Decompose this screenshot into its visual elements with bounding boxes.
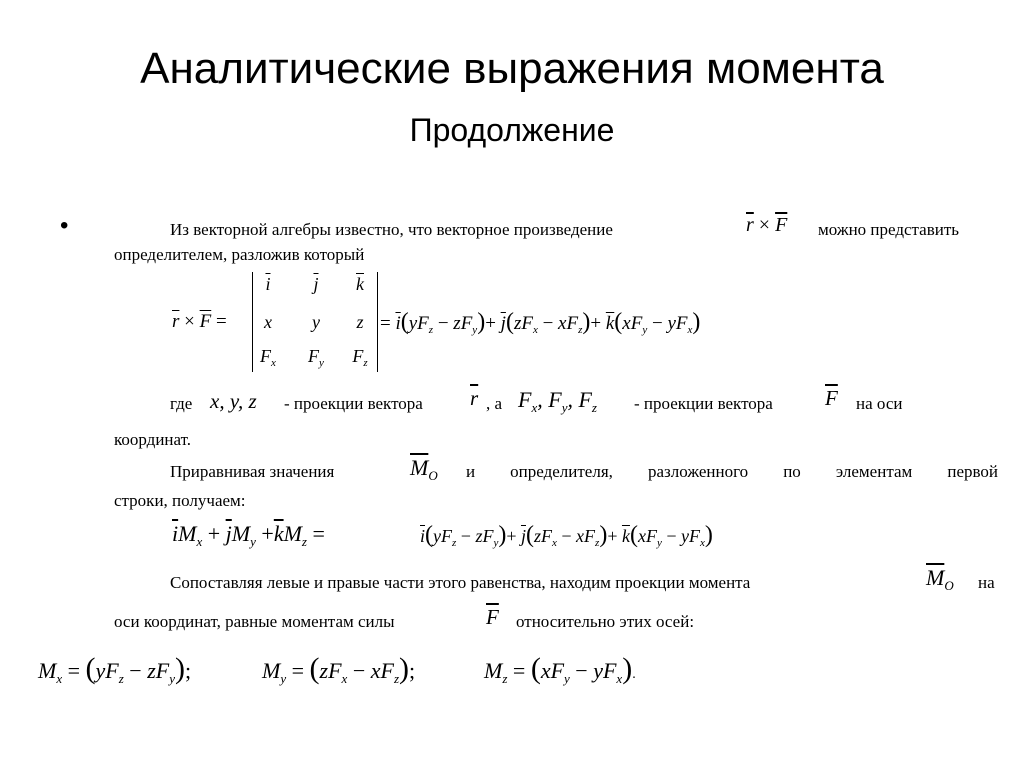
para1-line2: определителем, разложив который xyxy=(114,245,365,264)
det-cell-x: x xyxy=(264,312,272,332)
para2-text-b: - проекции вектора xyxy=(634,394,773,413)
det-cell-fy: $F_y$ xyxy=(308,346,324,369)
det-lhs: $\overline{r} \times \overline{F}$ = xyxy=(172,311,227,332)
para2-text-a: - проекции вектора xyxy=(284,394,423,413)
para4-text-b: на xyxy=(978,573,995,592)
para4-text-a: Сопоставляя левые и правые части этого равенства, находим проекции момента xyxy=(170,573,751,592)
para3-moment-o: $\overline{M}_O$ xyxy=(410,455,438,483)
determinant-matrix xyxy=(252,272,378,372)
para4-vec-F: $\overline{F}$ xyxy=(486,605,499,629)
para3-text-a: Приравнивая значения xyxy=(170,462,335,481)
det-cell-z: z xyxy=(356,312,364,332)
para4-line2-b: относительно этих осей: xyxy=(516,612,695,631)
eq2-lhs: $\overline{i}M_x + \overline{j}M_y +\overline{k}M_z$ = xyxy=(172,521,325,549)
final-mx: $M_x = (yF_z - zF_y)$; xyxy=(38,652,192,686)
para2-vec-F: $\overline{F}$ xyxy=(825,386,838,410)
det-cell-fz: $F_z$ xyxy=(352,346,368,369)
det-cell-j: $\overline{j}$ xyxy=(313,274,319,294)
final-mz: $M_z = (xF_y - yF_x)$. xyxy=(484,652,636,686)
det-cell-i: $\overline{i}$ xyxy=(265,274,271,294)
slide-title: Аналитические выражения момента xyxy=(140,44,884,93)
para1-text-b: можно представить xyxy=(818,220,960,239)
det-cell-y: y xyxy=(312,312,320,332)
det-cell-k: $\overline{k}$ xyxy=(356,274,364,294)
bullet-marker: • xyxy=(60,212,69,239)
para1-text-a: Из векторной алгебры известно, что векторное произведение xyxy=(170,220,613,239)
para3-line2: строки, получаем: xyxy=(114,491,246,510)
det-rhs: = $\overline{i}(yF_z - zF_y)+ \overline{j}(zF_x - xF_z)+ \overline{k}(xF_y - yF_x)$ xyxy=(380,309,701,336)
para1-cross-product: $\overline{r} \times \overline{F}$ xyxy=(746,214,788,236)
eq2-rhs: $\overline{i}(yF_z - zF_y)+ \overline{j}(zF_x - xF_z)+ \overline{k}(xF_y - yF_x)$ xyxy=(420,522,713,549)
para3-text-b: и определителя, разложенного по элементам первой xyxy=(466,462,998,481)
para2-vec-r: $\overline{r}$ xyxy=(470,386,479,410)
para4-moment-o: $\overline{M}_O$ xyxy=(926,565,954,593)
para2-where: где xyxy=(170,394,193,413)
para2-force-components: $F_x$, $F_y$, $F_z$ xyxy=(518,387,597,415)
final-my: $M_y = (zF_x - xF_z)$; xyxy=(262,652,416,686)
para2-text-c: на оси xyxy=(856,394,903,413)
det-cell-fx: $F_x$ xyxy=(260,346,276,369)
para4-line2-a: оси координат, равные моментам силы xyxy=(114,612,395,631)
para2-coords: x, y, z xyxy=(210,389,257,413)
para2-line2: координат. xyxy=(114,430,192,449)
para2-a: , а xyxy=(486,394,503,413)
slide-subtitle: Продолжение xyxy=(409,112,615,148)
